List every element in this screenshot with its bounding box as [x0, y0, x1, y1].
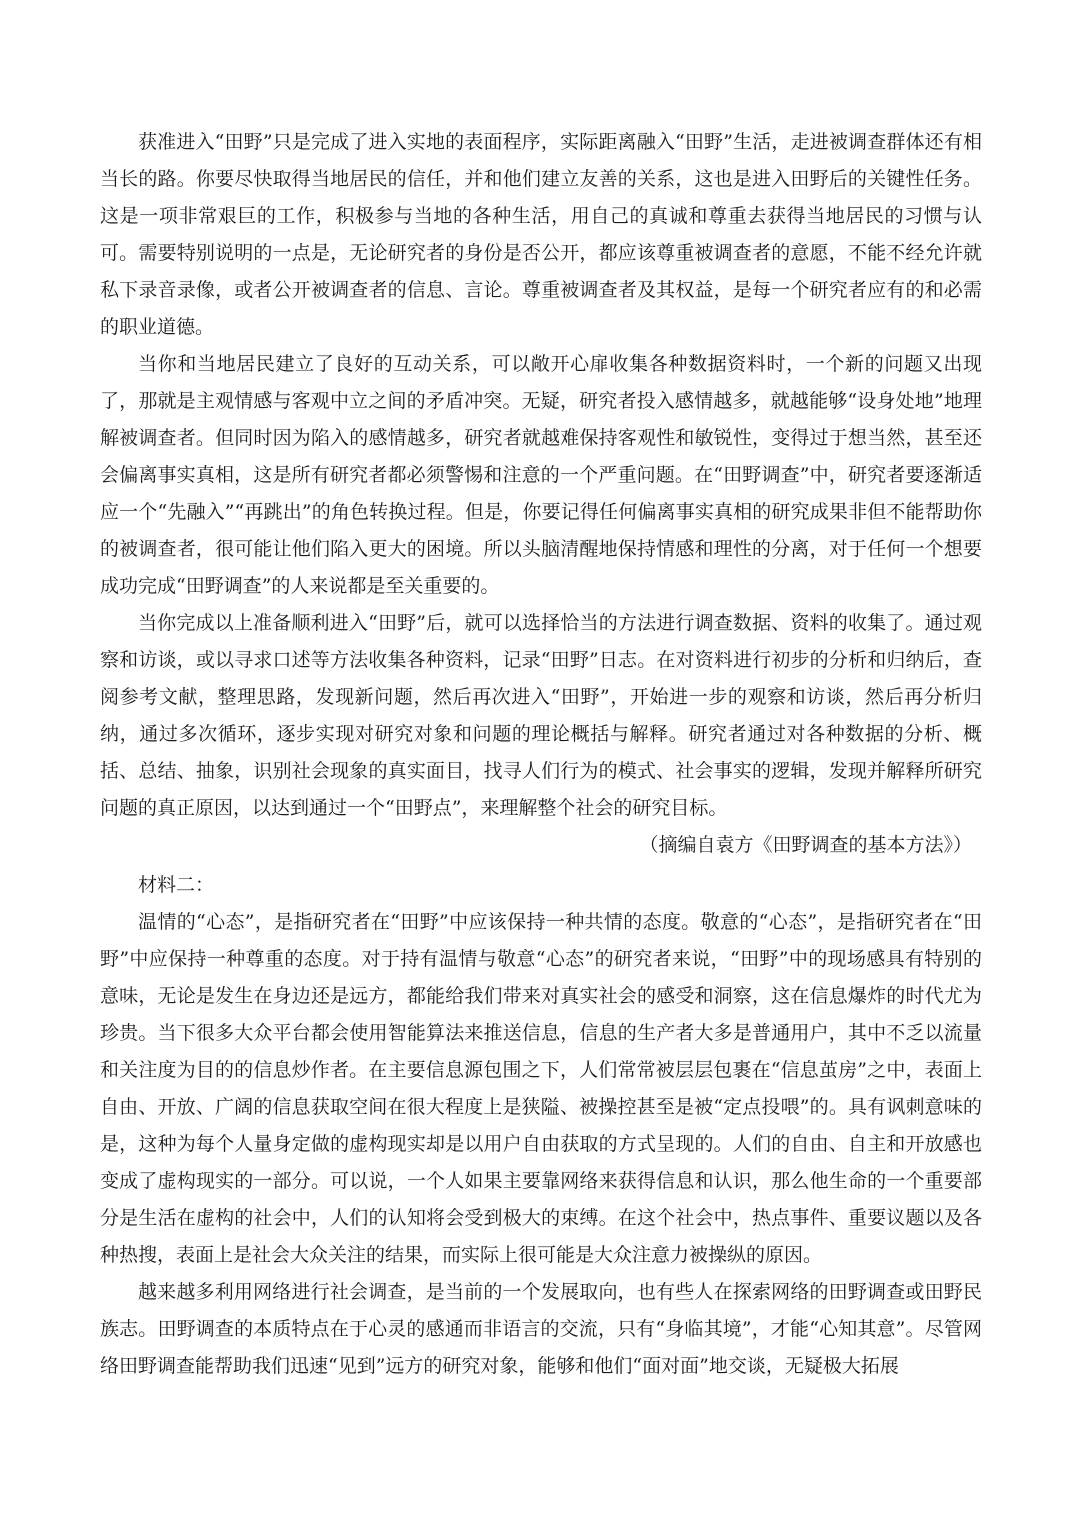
paragraph: 越来越多利用网络进行社会调查，是当前的一个发展取向，也有些人在探索网络的田野调查或田野民族志。田野调查的本质特点在于心灵的感通而非语言的交流，只有“身临其境”，才能“心知其意”。尽管网络田野调查能帮助我们迅速“见到”远方的研究对象，能够和他们“面对面”地交谈，无疑极大拓展 — [100, 1281, 982, 1377]
paragraph: 获准进入“田野”只是完成了进入实地的表面程序，实际距离融入“田野”生活，走进被调查群体还有相当长的路。你要尽快取得当地居民的信任，并和他们建立友善的关系，这也是进入田野后的关键性任务。这是一项非常艰巨的工作，积极参与当地的各种生活，用自己的真诚和尊重去获得当地居民的习惯与认可。需要特别说明的一点是，无论研究者的身份是否公开，都应该尊重被调查者的意愿，不能不经允许就私下录音录像，或者公开被调查者的信息、言论。尊重被调查者及其权益，是每一个研究者应有的和必需的职业道德。 — [100, 131, 982, 338]
paragraph: 当你和当地居民建立了良好的互动关系，可以敞开心扉收集各种数据资料时，一个新的问题又出现了，那就是主观情感与客观中立之间的矛盾冲突。无疑，研究者投入感情越多，就越能够“设身处地”地理解被调查者。但同时因为陷入的感情越多，研究者就越难保持客观性和敏锐性，变得过于想当然，甚至还会偏离事实真相，这是所有研究者都必须警惕和注意的一个严重问题。在“田野调查”中，研究者要逐渐适应一个“先融入”“再跳出”的角色转换过程。但是，你要记得任何偏离事实真相的研究成果非但不能帮助你的被调查者，很可能让他们陷入更大的困境。所以头脑清醒地保持情感和理性的分离，对于任何一个想要成功完成“田野调查”的人来说都是至关重要的。 — [100, 353, 982, 597]
paragraph: 当你完成以上准备顺利进入“田野”后，就可以选择恰当的方法进行调查数据、资料的收集了。通过观察和访谈，或以寻求口述等方法收集各种资料，记录“田野”日志。在对资料进行初步的分析和归纳后，查阅参考文献，整理思路，发现新问题，然后再次进入“田野”，开始进一步的观察和访谈，然后再分析归纳，通过多次循环，逐步实现对研究对象和问题的理论概括与解释。研究者通过对各种数据的分析、概括、总结、抽象，识别社会现象的真实面目，找寻人们行为的模式、社会事实的逻辑，发现并解释所研究问题的真正原因，以达到通过一个“田野点”，来理解整个社会的研究目标。 — [100, 612, 982, 819]
paragraph: 温情的“心态”，是指研究者在“田野”中应该保持一种共情的态度。敬意的“心态”，是指研究者在“田野”中应保持一种尊重的态度。对于持有温情与敬意“心态”的研究者来说，“田野”中的现场感具有特别的意味，无论是发生在身边还是远方，都能给我们带来对真实社会的感受和洞察，这在信息爆炸的时代尤为珍贵。当下很多大众平台都会使用智能算法来推送信息，信息的生产者大多是普通用户，其中不乏以流量和关注度为目的的信息炒作者。在主要信息源包围之下，人们常常被层层包裹在“信息茧房”之中，表面上自由、开放、广阔的信息获取空间在很大程度上是狭隘、被操控甚至是被“定点投喂”的。具有讽刺意味的是，这种为每个人量身定做的虚构现实却是以用户自由获取的方式呈现的。人们的自由、自主和开放感也变成了虚构现实的一部分。可以说，一个人如果主要靠网络来获得信息和认识，那么他生命的一个重要部分是生活在虚构的社会中，人们的认知将会受到极大的束缚。在这个社会中，热点事件、重要议题以及各种热搜，表面上是社会大众关注的结果，而实际上很可能是大众注意力被操纵的原因。 — [100, 911, 982, 1266]
article-body — [100, 124, 982, 1385]
section-heading: 材料二： — [138, 874, 215, 896]
source-citation: （摘编自袁方《田野调查的基本方法》） — [639, 834, 972, 856]
